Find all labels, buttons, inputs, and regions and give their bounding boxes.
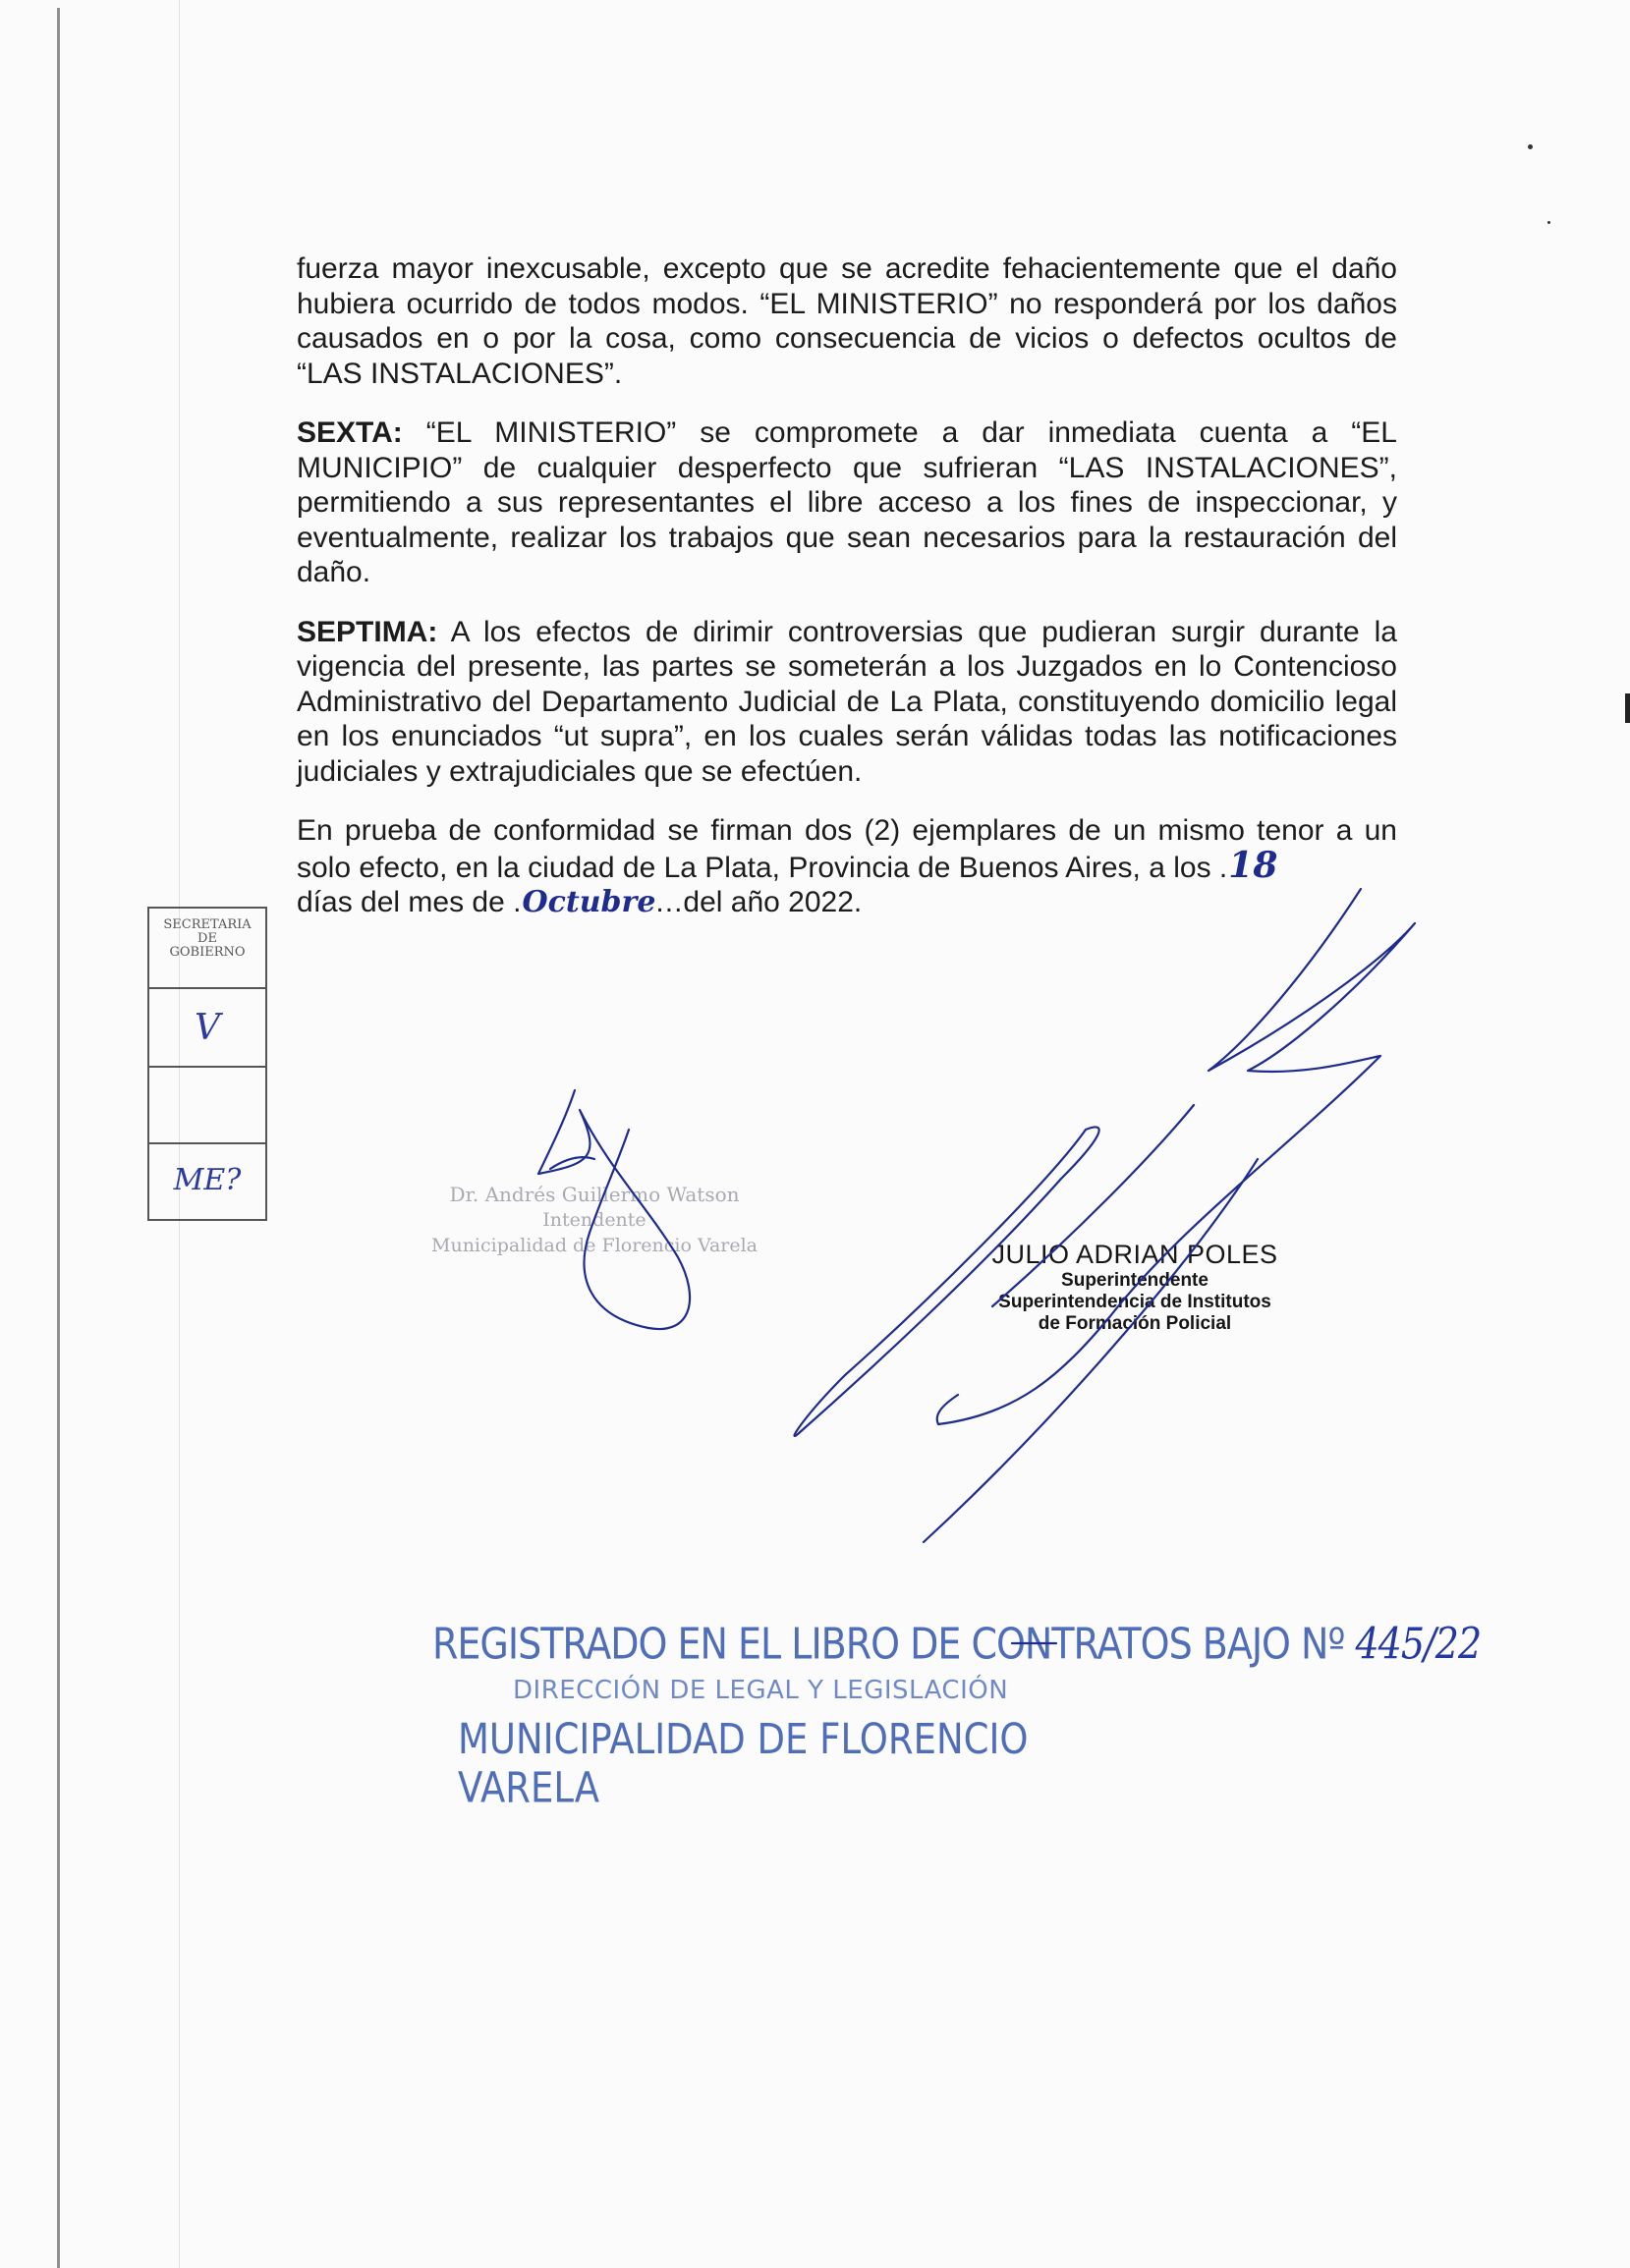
closing-text: días del mes de <box>297 886 514 918</box>
paragraph-continuation: fuerza mayor inexcusable, excepto que se acredite fehacientemente que el daño hubiera ocurrido de todos modos. “EL MINISTERIO” no responderá por los daños causados en o por la cosa, como consecuencia de vicios o defectos ocultos de “LAS INSTALACIONES”. <box>297 252 1397 390</box>
registry-text: REGISTRADO EN EL LIBRO DE CONTRATOS BAJO Nº <box>432 1619 1356 1669</box>
registry-number: 445/22 <box>1355 1619 1482 1669</box>
signature-left-stroke-2 <box>550 1157 594 1169</box>
clause-text: “EL MINISTERIO” se compromete a dar inmediata cuenta a “EL MUNICIPIO” de cualquier desperfecto que sufrieran “LAS INSTALACIONES”, permitiendo a sus representantes el libre acceso a los fines de inspeccionar, y eventualmente, realizar los trabajos que sean necesarios para la restauración del daño. <box>297 416 1397 588</box>
signer-title: Intendente <box>542 1209 646 1231</box>
signer-name: JULIO ADRIAN POLES <box>991 1240 1278 1269</box>
registry-line-1 <box>432 1619 1482 1669</box>
fill-dots: . <box>513 886 523 918</box>
signer-org: de Formación Policial <box>1038 1313 1232 1334</box>
stamp-initial-top: V <box>149 989 265 1068</box>
closing-text: En prueba de conformidad se firman dos (2) ejemplares de un mismo tenor a un solo efecto, en la ciudad de La Plata, Provincia de Buenos Aires, a los <box>297 814 1397 884</box>
contract-body <box>297 251 1397 945</box>
registry-line-2: DIRECCIÓN DE LEGAL Y LEGISLACIÓN <box>513 1676 1009 1705</box>
fill-dots: ... <box>655 886 684 918</box>
signer-org: Superintendencia de Institutos <box>998 1292 1271 1312</box>
clause-sexta <box>297 415 1397 590</box>
signer-name: Dr. Andrés Guillermo Watson <box>449 1183 740 1206</box>
registry-line-3: MUNICIPALIDAD DE FLORENCIO VARELA <box>458 1715 1029 1812</box>
clause-label: SEPTIMA: <box>297 615 438 648</box>
signature-block-intendente <box>422 1182 766 1258</box>
signature-right-stroke-3 <box>924 1159 1258 1542</box>
registry-stamp <box>432 1619 1482 1812</box>
clause-label: SEXTA: <box>297 416 403 449</box>
stamp-header <box>149 909 265 989</box>
secretaria-stamp-box <box>147 907 267 1221</box>
signer-org: Municipalidad de Florencio Varela <box>431 1235 758 1256</box>
speck <box>1547 221 1550 224</box>
signer-title: Superintendente <box>1061 1270 1208 1291</box>
fill-dots: . <box>1218 851 1229 884</box>
signature-block-superintendente <box>938 1240 1331 1335</box>
handwritten-month: Octubre <box>522 885 656 919</box>
clause-text: A los efectos de dirimir controversias que pudieran surgir durante la vigencia del presente, las partes se someterán a los Juzgados en lo Contencioso Administrativo del Departamento Judicial de La Plata, constituyendo domicilio legal en los enunciados “ut supra”, en los cuales serán válidas todas las notificaciones judiciales y extrajudiciales que se efectúen. <box>297 615 1397 788</box>
edge-mark <box>1625 693 1630 723</box>
speck <box>1528 144 1533 149</box>
handwritten-day: 18 <box>1228 844 1278 886</box>
stamp-initial-bottom: ME? <box>173 1162 242 1197</box>
closing-text: del año 2022. <box>683 886 863 918</box>
binding-margin-line <box>57 8 60 2268</box>
closing-paragraph <box>297 813 1397 920</box>
stamp-line: DE <box>197 931 217 946</box>
signature-right-stroke <box>937 889 1415 1424</box>
stamp-line: GOBIERNO <box>169 945 246 960</box>
clause-septima <box>297 615 1397 790</box>
stamp-line: SECRETARIA <box>163 917 252 932</box>
stamp-empty-cell <box>149 1068 265 1144</box>
